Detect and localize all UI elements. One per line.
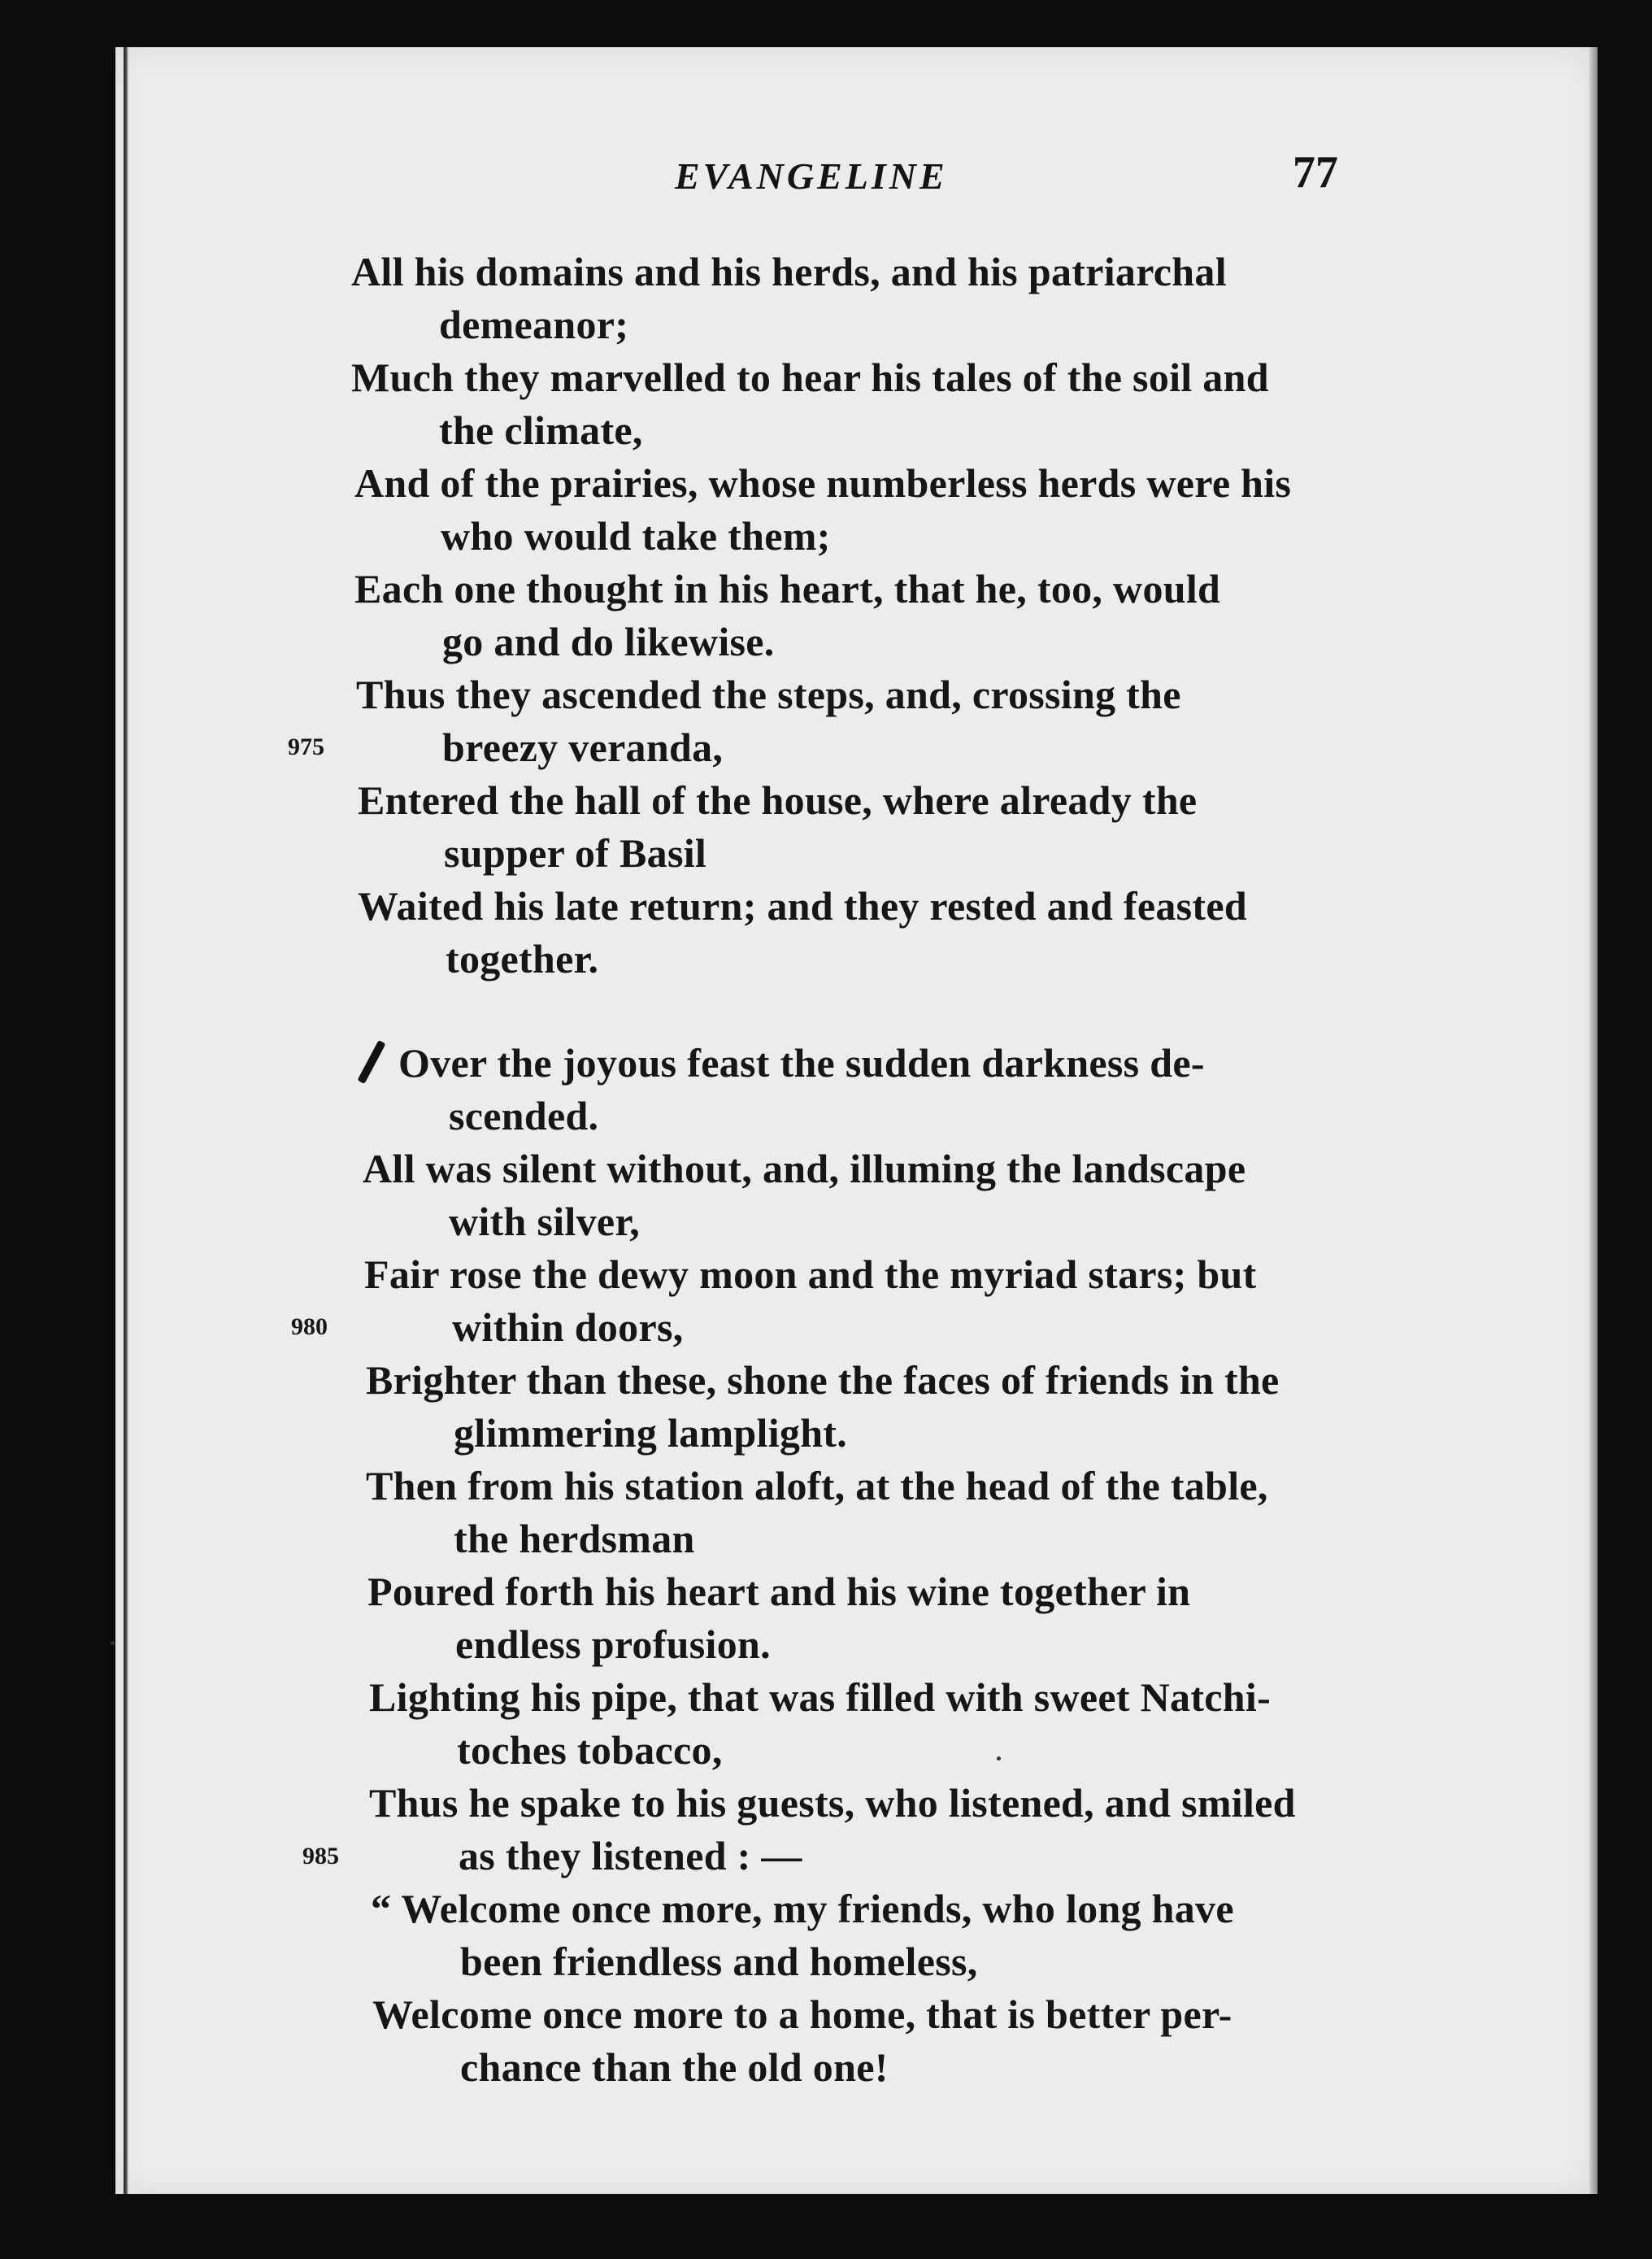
verse-line: Entered the hall of the house, where already the: [358, 777, 1198, 823]
verse-line-continuation: chance than the old one!: [460, 2044, 889, 2090]
verse-line-continuation: been friendless and homeless,: [460, 1939, 978, 1984]
verse-line-continuation: the herdsman: [454, 1516, 695, 1561]
verse-line-continuation: glimmering lamplight.: [454, 1410, 848, 1456]
verse-line-continuation: demeanor;: [439, 302, 629, 347]
verse-line-continuation: go and do likewise.: [442, 619, 775, 664]
verse-line-continuation: breezy veranda,: [442, 725, 724, 770]
verse-line-continuation: within doors,: [452, 1304, 684, 1350]
verse-line: Poured forth his heart and his wine together in: [367, 1569, 1191, 1614]
verse-line: All his domains and his herds, and his patriarchal: [351, 249, 1227, 294]
verse-line: Over the joyous feast the sudden darkness de-: [398, 1040, 1205, 1086]
verse-line: Waited his late return; and they rested and feasted: [358, 883, 1247, 929]
verse-line: Each one thought in his heart, that he, too, would: [354, 566, 1221, 612]
verse-line-continuation: who would take them;: [441, 513, 831, 559]
scan-speck: [997, 1756, 1001, 1761]
running-title: EVANGELINE: [675, 155, 948, 197]
scan-speck: [111, 1641, 115, 1645]
verse-line-continuation: endless profusion.: [455, 1621, 771, 1667]
line-number: 980: [291, 1313, 328, 1340]
verse-line-continuation: as they listened : —: [459, 1833, 802, 1878]
verse-line-continuation: with silver,: [449, 1199, 641, 1244]
verse-line: Brighter than these, shone the faces of friends in the: [366, 1357, 1280, 1403]
verse-line: And of the prairies, whose numberless herds were his: [354, 460, 1292, 506]
verse-line-continuation: together.: [446, 936, 599, 982]
verse-line-continuation: supper of Basil: [444, 830, 707, 876]
verse-line: Then from his station aloft, at the head of the table,: [366, 1463, 1268, 1508]
verse-line: Welcome once more to a home, that is better per-: [372, 1991, 1232, 2037]
verse-line: Lighting his pipe, that was filled with sweet Natchi-: [369, 1674, 1272, 1720]
verse-line: Thus he spake to his guests, who listened, and smiled: [369, 1780, 1296, 1826]
verse-line: “ Welcome once more, my friends, who long have: [371, 1886, 1234, 1931]
verse-line-continuation: the climate,: [439, 407, 643, 453]
verse-line: Thus they ascended the steps, and, crossing the: [356, 672, 1181, 717]
verse-line: Much they marvelled to hear his tales of the soil and: [351, 355, 1269, 400]
line-number: 975: [288, 733, 324, 760]
verse-line-continuation: toches tobacco,: [457, 1727, 723, 1773]
verse-line: All was silent without, and, illuming the landscape: [363, 1146, 1246, 1191]
verse-line: Fair rose the dewy moon and the myriad stars; but: [364, 1251, 1257, 1297]
pencil-mark: [357, 1040, 385, 1084]
page-number: 77: [1293, 147, 1338, 198]
line-number: 985: [302, 1843, 339, 1869]
verse-line-continuation: scended.: [449, 1093, 599, 1138]
